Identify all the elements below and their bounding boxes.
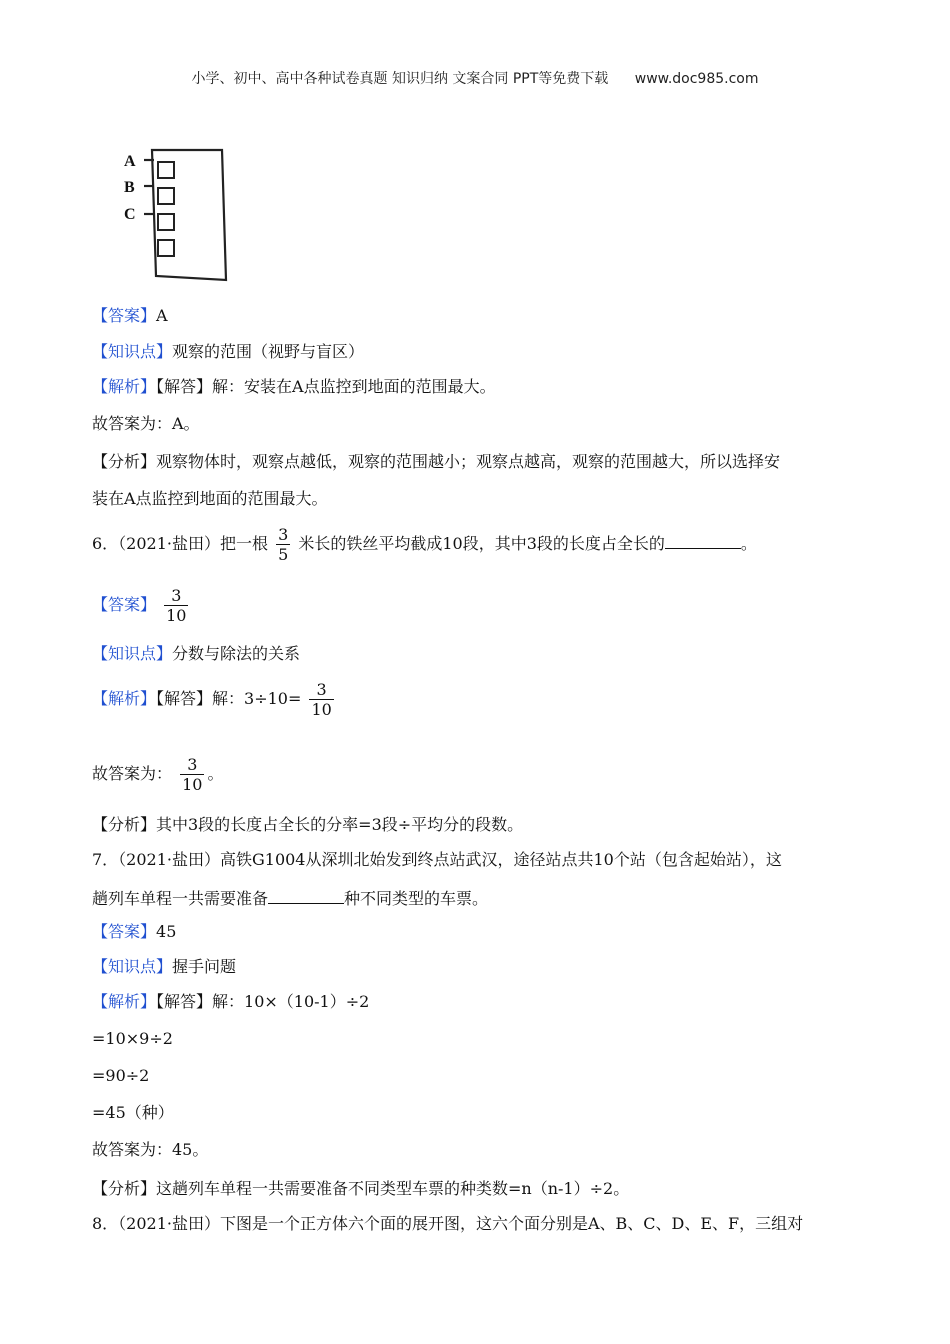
q6-analysis	[92, 680, 337, 719]
q5-answer	[92, 306, 168, 326]
q7-question-2: 趟列车单程一共需要准备 种不同类型的车票。	[92, 889, 489, 908]
q6-answer	[92, 586, 191, 625]
answer-value: A	[156, 306, 168, 325]
q6-blank[interactable]	[665, 532, 741, 549]
q6-knowledge	[92, 644, 300, 664]
q7-step-1: =10×9÷2	[92, 1029, 173, 1048]
analysis-tag: 【解析】	[92, 992, 157, 1011]
q5-fenxi-2: 装在A点监控到地面的范围最大。	[92, 489, 328, 508]
q7-analysis	[92, 992, 369, 1012]
analysis-tag: 【解析】	[92, 689, 157, 708]
q7-step-2: =90÷2	[92, 1066, 150, 1085]
window-2	[158, 188, 174, 204]
q6-conclusion-fraction: $\frac{3}{10}$	[182, 755, 203, 794]
q6-answer-fraction: $\frac{3}{10}$	[166, 586, 187, 625]
page-header	[0, 68, 950, 88]
q6-question: 6．（2021·盐田）把一根 $\frac{3}{5}$ 米长的铁丝平均截成10段，其中3段的长度占全长的 。	[92, 525, 757, 564]
header-url[interactable]: www.doc985.com	[634, 71, 759, 87]
knowledge-tag: 【知识点】	[92, 644, 173, 663]
header-text: 小学、初中、高中各种试卷真题 知识归纳 文案合同 PPT等免费下载	[191, 71, 609, 87]
knowledge-tag: 【知识点】	[92, 957, 173, 976]
building-camera-figure	[118, 142, 248, 284]
analysis-tag: 【解析】	[92, 377, 157, 396]
q7-knowledge	[92, 957, 236, 977]
q5-fenxi-1: 【分析】观察物体时，观察点越低，观察的范围越小；观察点越高，观察的范围越大，所以选择安	[92, 452, 781, 471]
q6-suffix: 米长的铁丝平均截成10段，其中3段的长度占全长的	[298, 534, 665, 553]
analysis-text: 【解答】解：10×（10-1）÷2	[156, 992, 370, 1011]
window-1	[158, 162, 174, 178]
knowledge-value: 分数与除法的关系	[172, 644, 301, 663]
q6-fraction: $\frac{3}{5}$	[278, 525, 289, 564]
q7-conclusion: 故答案为：45。	[92, 1140, 209, 1159]
knowledge-value: 握手问题	[172, 957, 237, 976]
q6-analysis-fraction: $\frac{3}{10}$	[311, 680, 332, 719]
q6-prefix: 6．（2021·盐田）把一根	[92, 534, 268, 553]
q5-analysis	[92, 377, 496, 397]
answer-value: 45	[156, 922, 177, 941]
window-3	[158, 214, 174, 230]
q7-fenxi: 【分析】这趟列车单程一共需要准备不同类型车票的种类数=n（n-1）÷2。	[92, 1179, 630, 1198]
answer-tag: 【答案】	[92, 306, 157, 325]
window-4	[158, 240, 174, 256]
label-c: C	[124, 206, 136, 223]
q8-question-1: 8．（2021·盐田）下图是一个正方体六个面的展开图，这六个面分别是A、B、C、D、E、F，三组对	[92, 1214, 804, 1233]
analysis-text: 【解答】解：3÷10=	[156, 689, 302, 708]
q6-fenxi: 【分析】其中3段的长度占全长的分率=3段÷平均分的段数。	[92, 815, 524, 834]
q7-question-1: 7．（2021·盐田）高铁G1004从深圳北始发到终点站武汉，途径站点共10个站（包含起始站），这	[92, 850, 782, 869]
knowledge-value: 观察的范围（视野与盲区）	[172, 342, 365, 361]
label-b: B	[124, 179, 135, 196]
q7-answer	[92, 922, 176, 942]
q6-conclusion: 故答案为： $\frac{3}{10}$ 。	[92, 755, 224, 794]
q5-conclusion: 故答案为：A。	[92, 414, 200, 433]
analysis-text: 【解答】解：安装在A点监控到地面的范围最大。	[156, 377, 496, 396]
answer-tag: 【答案】	[92, 595, 157, 614]
q7-step-3: =45（种）	[92, 1103, 174, 1122]
q7-blank[interactable]	[268, 887, 344, 904]
answer-tag: 【答案】	[92, 922, 157, 941]
knowledge-tag: 【知识点】	[92, 342, 173, 361]
q5-knowledge	[92, 342, 364, 362]
label-a: A	[124, 153, 136, 170]
